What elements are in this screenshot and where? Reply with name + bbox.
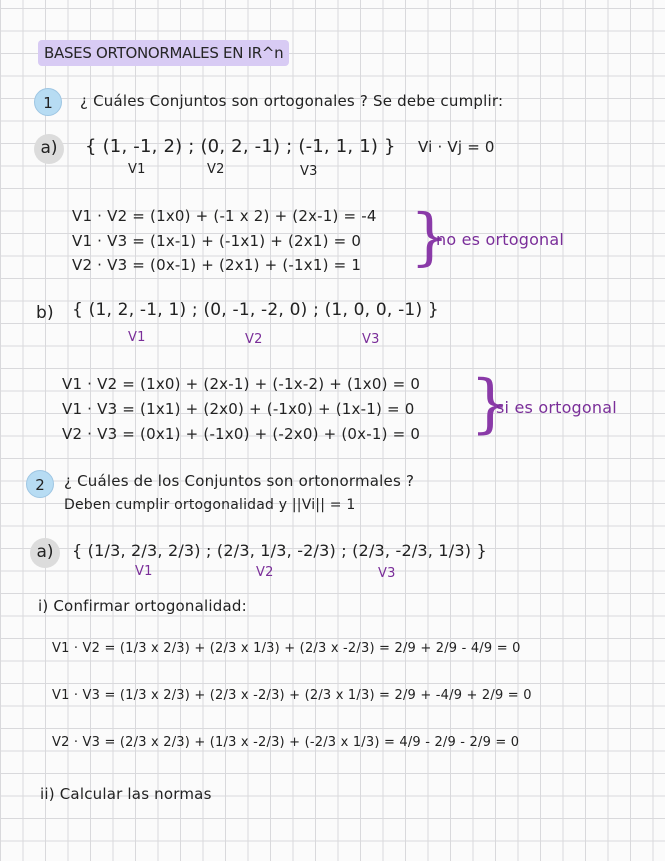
- q1-b-label-v1: V1: [128, 330, 146, 345]
- q1-a-brace-icon: }: [410, 200, 450, 273]
- q1-b-dot-v1v3: V1 · V3 = (1x1) + (2x0) + (-1x0) + (1x-1) = 0: [62, 400, 415, 418]
- q1-a-dot-v1v3: V1 · V3 = (1x-1) + (-1x1) + (2x1) = 0: [72, 232, 362, 250]
- q1-b-verdict: si es ortogonal: [496, 398, 617, 417]
- q1-a-label-v3: V3: [300, 164, 318, 179]
- q1-a-label-v2: V2: [207, 162, 225, 177]
- q2-a-label-v2: V2: [256, 565, 274, 580]
- q1-a-set: { (1, -1, 2) ; (0, 2, -1) ; (-1, 1, 1) }: [85, 136, 396, 157]
- q1-a-label-v1: V1: [128, 162, 146, 177]
- q2-a-set: { (1/3, 2/3, 2/3) ; (2/3, 1/3, -2/3) ; (2/3, -2/3, 1/3) }: [72, 541, 487, 560]
- q2-a-dot-v1v2: V1 · V2 = (1/3 x 2/3) + (2/3 x 1/3) + (2/3 x -2/3) = 2/9 + 2/9 - 4/9 = 0: [52, 641, 521, 656]
- q1-part-a-letter: a): [34, 134, 64, 164]
- q2-a-label-v1: V1: [135, 564, 153, 579]
- q1-orthogonality-condition: Vi · Vj = 0: [418, 138, 495, 156]
- q1-part-b-letter: b): [36, 303, 54, 323]
- question-number-2: 2: [26, 470, 54, 498]
- q1-b-label-v3: V3: [362, 332, 380, 347]
- question-1-text: ¿ Cuáles Conjuntos son ortogonales ? Se debe cumplir:: [80, 92, 504, 110]
- question-number-1: 1: [34, 88, 62, 116]
- q1-a-dot-v2v3: V2 · V3 = (0x-1) + (2x1) + (-1x1) = 1: [72, 256, 362, 274]
- q1-a-dot-v1v2: V1 · V2 = (1x0) + (-1 x 2) + (2x-1) = -4: [72, 207, 377, 225]
- q1-a-verdict: no es ortogonal: [436, 230, 565, 249]
- page-title: BASES ORTONORMALES EN IR^n: [38, 40, 289, 66]
- q2-step-2: ii) Calcular las normas: [40, 785, 212, 803]
- q1-b-label-v2: V2: [245, 332, 263, 347]
- question-2-text: ¿ Cuáles de los Conjuntos son ortonormales ?: [64, 472, 415, 490]
- q2-step-1: i) Confirmar ortogonalidad:: [38, 597, 247, 615]
- q2-part-a-letter: a): [30, 538, 60, 568]
- q2-orthonormality-condition: Deben cumplir ortogonalidad y ||Vi|| = 1: [64, 497, 356, 513]
- q1-b-brace-icon: }: [470, 367, 511, 441]
- q1-b-dot-v2v3: V2 · V3 = (0x1) + (-1x0) + (-2x0) + (0x-1) = 0: [62, 425, 421, 443]
- q2-a-dot-v2v3: V2 · V3 = (2/3 x 2/3) + (1/3 x -2/3) + (-2/3 x 1/3) = 4/9 - 2/9 - 2/9 = 0: [52, 735, 520, 750]
- q1-b-dot-v1v2: V1 · V2 = (1x0) + (2x-1) + (-1x-2) + (1x0) = 0: [62, 375, 421, 393]
- q2-a-dot-v1v3: V1 · V3 = (1/3 x 2/3) + (2/3 x -2/3) + (2/3 x 1/3) = 2/9 + -4/9 + 2/9 = 0: [52, 688, 532, 703]
- q2-a-label-v3: V3: [378, 566, 396, 581]
- q1-b-set: { (1, 2, -1, 1) ; (0, -1, -2, 0) ; (1, 0, 0, -1) }: [72, 300, 439, 320]
